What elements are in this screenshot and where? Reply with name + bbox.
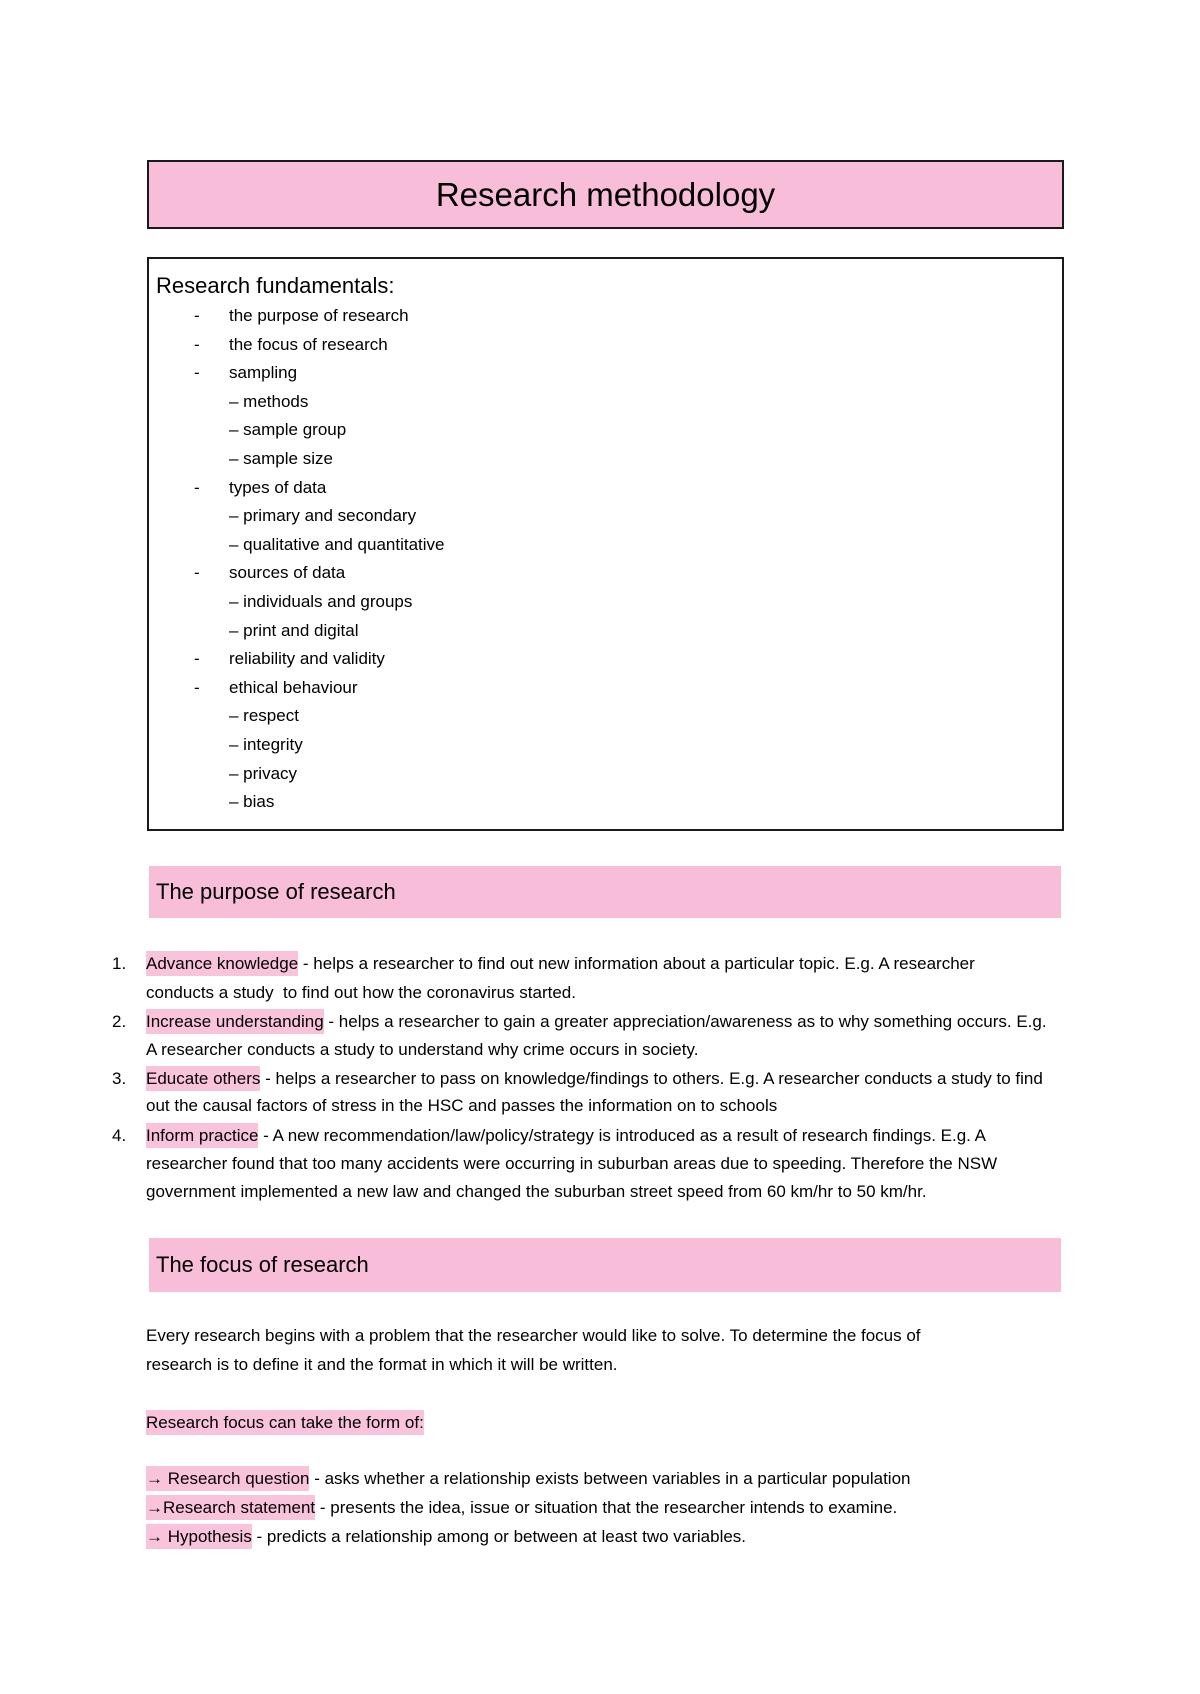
focus-form-item bbox=[146, 1465, 910, 1493]
bullet: - bbox=[194, 677, 200, 697]
section-heading-text: The focus of research bbox=[156, 1252, 369, 1277]
topic-label: reliability and validity bbox=[229, 649, 385, 669]
sub-list-item bbox=[149, 788, 1062, 817]
paragraph-text: Every research begins with a problem that the researcher would like to solve. To determine the focus of bbox=[146, 1326, 921, 1345]
subtopic-label: – primary and secondary bbox=[229, 506, 417, 526]
list-item bbox=[149, 359, 1062, 388]
sub-list-item bbox=[149, 531, 1062, 560]
sub-list-item bbox=[149, 588, 1062, 617]
item-text: A researcher conducts a study to understand why crime occurs in society. bbox=[146, 1040, 699, 1059]
subtopic-label: – sample group bbox=[229, 420, 347, 440]
paragraph-line bbox=[146, 1322, 921, 1350]
section-heading-text: The purpose of research bbox=[156, 879, 396, 904]
list-item bbox=[149, 302, 1062, 331]
highlighted-term: → Research question bbox=[146, 1466, 309, 1491]
list-number: 4. bbox=[112, 1126, 127, 1145]
item-text: conducts a study to find out how the coronavirus started. bbox=[146, 983, 576, 1002]
bullet: - bbox=[194, 306, 200, 325]
list-item-line bbox=[146, 1122, 986, 1150]
subtopic-label: – bias bbox=[229, 792, 275, 812]
topic-label: the focus of research bbox=[229, 334, 388, 354]
page-title-box bbox=[147, 160, 1064, 229]
list-item-line bbox=[146, 1065, 1043, 1093]
item-text: researcher found that too many accidents were occurring in suburban areas due to speeding. Therefore the NSW bbox=[146, 1154, 998, 1173]
sub-list-item bbox=[149, 416, 1062, 445]
bullet: - bbox=[194, 477, 200, 497]
highlighted-term: Increase understanding bbox=[146, 1009, 324, 1034]
page-title: Research methodology bbox=[435, 176, 776, 213]
forms-label: Research focus can take the form of: bbox=[146, 1410, 424, 1435]
item-text: - helps a researcher to pass on knowledge/findings to others. E.g. A researcher conducts a study to find bbox=[260, 1069, 1043, 1088]
section-heading-purpose bbox=[149, 866, 1061, 918]
highlighted-term: Advance knowledge bbox=[146, 951, 298, 976]
topic-label: the purpose of research bbox=[229, 306, 409, 325]
fundamentals-box bbox=[147, 257, 1064, 831]
subtopic-label: – print and digital bbox=[229, 620, 359, 640]
fundamentals-list bbox=[149, 302, 1062, 817]
item-text: - helps a researcher to gain a greater appreciation/awareness as to why something occurs. E.g. bbox=[323, 1012, 1047, 1031]
item-text: - helps a researcher to find out new information about a particular topic. E.g. A researcher bbox=[298, 954, 975, 973]
highlighted-term: → Hypothesis bbox=[146, 1524, 252, 1549]
list-item bbox=[149, 331, 1062, 360]
bullet: - bbox=[194, 563, 200, 583]
subtopic-label: – privacy bbox=[229, 763, 298, 783]
subtopic-label: – individuals and groups bbox=[229, 591, 413, 611]
item-text: out the causal factors of stress in the HSC and passes the information on to schools bbox=[146, 1096, 778, 1115]
list-item bbox=[149, 674, 1062, 703]
bullet: - bbox=[194, 649, 200, 669]
paragraph-text: research is to define it and the format in which it will be written. bbox=[146, 1355, 618, 1374]
list-item-line bbox=[146, 979, 576, 1007]
sub-list-item bbox=[149, 445, 1062, 474]
subtopic-label: – respect bbox=[229, 706, 299, 726]
list-item-line bbox=[146, 1178, 927, 1206]
focus-form-item bbox=[146, 1523, 746, 1551]
subtopic-label: – methods bbox=[229, 391, 309, 411]
list-item-line bbox=[146, 1036, 698, 1064]
highlighted-term: Educate others bbox=[146, 1066, 260, 1091]
fundamentals-heading: Research fundamentals: bbox=[156, 273, 395, 298]
list-item-line bbox=[146, 950, 975, 978]
form-description: - presents the idea, issue or situation that the researcher intends to examine. bbox=[315, 1498, 898, 1517]
list-number: 1. bbox=[112, 954, 127, 973]
highlighted-term: Inform practice bbox=[146, 1123, 258, 1148]
item-text: - A new recommendation/law/policy/strategy is introduced as a result of research findings. E.g. A bbox=[258, 1126, 987, 1145]
sub-list-item bbox=[149, 760, 1062, 789]
list-item bbox=[149, 474, 1062, 503]
sub-list-item bbox=[149, 388, 1062, 417]
highlighted-term: →Research statement bbox=[146, 1495, 315, 1520]
item-text: government implemented a new law and changed the suburban street speed from 60 km/hr to 50 km/hr. bbox=[146, 1182, 927, 1201]
subtopic-label: – sample size bbox=[229, 448, 333, 468]
sub-list-item bbox=[149, 617, 1062, 646]
bullet: - bbox=[194, 334, 200, 354]
list-number: 3. bbox=[112, 1069, 127, 1088]
sub-list-item bbox=[149, 702, 1062, 731]
list-item bbox=[149, 559, 1062, 588]
form-description: - predicts a relationship among or between at least two variables. bbox=[251, 1527, 747, 1546]
topic-label: sampling bbox=[229, 363, 298, 383]
list-number: 2. bbox=[112, 1012, 127, 1031]
list-item-line bbox=[146, 1092, 777, 1120]
focus-form-item bbox=[146, 1494, 897, 1522]
sub-list-item bbox=[149, 502, 1062, 531]
topic-label: sources of data bbox=[229, 563, 346, 583]
paragraph-line bbox=[146, 1351, 618, 1379]
subtopic-label: – qualitative and quantitative bbox=[229, 534, 445, 554]
topic-label: ethical behaviour bbox=[229, 677, 358, 697]
form-description: - asks whether a relationship exists between variables in a particular population bbox=[309, 1469, 911, 1488]
sub-list-item bbox=[149, 731, 1062, 760]
list-item-line bbox=[146, 1150, 997, 1178]
bullet: - bbox=[194, 363, 200, 383]
section-heading-focus bbox=[149, 1238, 1061, 1292]
topic-label: types of data bbox=[229, 477, 327, 497]
subtopic-label: – integrity bbox=[229, 734, 303, 754]
forms-label-line bbox=[146, 1409, 424, 1437]
list-item bbox=[149, 645, 1062, 674]
list-item-line bbox=[146, 1008, 1047, 1036]
